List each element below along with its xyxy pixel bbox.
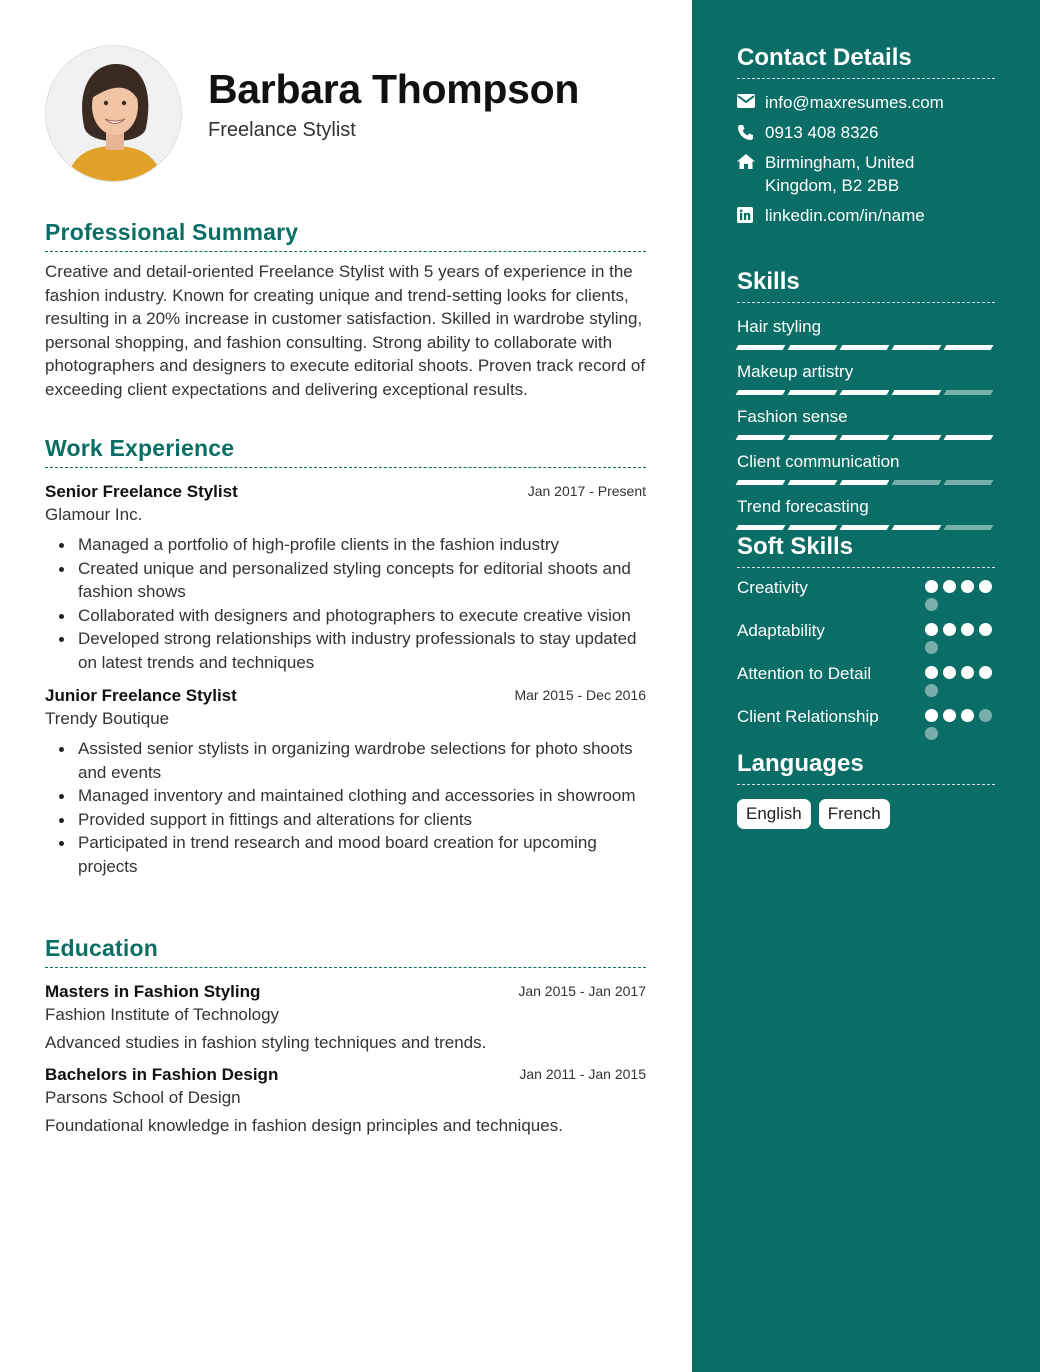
rating-dot bbox=[925, 641, 938, 654]
degree: Masters in Fashion Styling bbox=[45, 982, 261, 1001]
contact-linkedin[interactable] bbox=[737, 204, 995, 227]
job-bullet: Managed inventory and maintained clothing and accessories in showroom bbox=[45, 784, 646, 808]
education-date: Jan 2011 - Jan 2015 bbox=[519, 1066, 646, 1082]
rating-dot bbox=[979, 666, 992, 679]
skill-level-segment bbox=[944, 345, 994, 350]
rating-dot bbox=[979, 623, 992, 636]
skill-level-segment bbox=[944, 390, 994, 395]
rating-dot bbox=[943, 709, 956, 722]
rating-dot bbox=[925, 709, 938, 722]
job-bullet: Developed strong relationships with industry professionals to stay updated on latest trends and techniques bbox=[45, 627, 646, 674]
skill-level-segment bbox=[892, 525, 942, 530]
skill-level-segment bbox=[788, 525, 838, 530]
candidate-title: Freelance Stylist bbox=[208, 119, 356, 141]
soft-skill-rating bbox=[925, 662, 995, 697]
contact-linkedin-text: linkedin.com/in/name bbox=[765, 206, 925, 225]
summary-text: Creative and detail-oriented Freelance Stylist with 5 years of experience in the fashion industry. Known for creating unique and trend-setting looks for clients, resulting in a 20% increase in customer satisfaction. Skilled in wardrobe styling, personal shopping, and fashion consulting. Strong ability to collaborate with photographers and designers to execute editorial shoots. Proven track record of exceeding client expectations and delivering exceptional results. bbox=[45, 262, 646, 399]
skill-level-segment bbox=[736, 390, 786, 395]
soft-skill-row bbox=[737, 576, 995, 611]
rating-dot bbox=[943, 580, 956, 593]
rating-dot bbox=[925, 623, 938, 636]
job-company: Trendy Boutique bbox=[45, 709, 170, 728]
school: Fashion Institute of Technology bbox=[45, 1005, 280, 1024]
languages-section bbox=[737, 750, 995, 829]
rating-dot bbox=[925, 727, 938, 740]
contact-address bbox=[737, 151, 995, 197]
soft-skill-name: Creativity bbox=[737, 578, 808, 597]
job-entry bbox=[45, 686, 646, 878]
education-entry bbox=[45, 1065, 646, 1136]
rating-dot bbox=[925, 598, 938, 611]
soft-skills-heading: Soft Skills bbox=[737, 533, 995, 568]
skill-level-segment bbox=[840, 525, 890, 530]
soft-skill-row bbox=[737, 662, 995, 697]
rating-dot bbox=[979, 709, 992, 722]
soft-skill-name: Client Relationship bbox=[737, 707, 879, 726]
skill-level-segment bbox=[788, 390, 838, 395]
profile-photo bbox=[45, 45, 182, 182]
rating-dot bbox=[943, 666, 956, 679]
skill-level-segment bbox=[944, 435, 994, 440]
skill-level-segment bbox=[892, 345, 942, 350]
experience-section bbox=[45, 435, 646, 878]
skill-level-bar bbox=[737, 390, 995, 395]
linkedin-icon bbox=[737, 204, 765, 223]
skill-level-segment bbox=[788, 435, 838, 440]
skill-level-segment bbox=[892, 435, 942, 440]
skill-level-segment bbox=[788, 480, 838, 485]
education-section bbox=[45, 935, 646, 1136]
education-entry bbox=[45, 982, 646, 1053]
contact-phone[interactable] bbox=[737, 121, 995, 144]
languages-list bbox=[737, 799, 995, 829]
job-entry bbox=[45, 482, 646, 674]
job-date: Jan 2017 - Present bbox=[527, 483, 646, 499]
skill-level-segment bbox=[736, 525, 786, 530]
summary-heading: Professional Summary bbox=[45, 219, 646, 252]
soft-skill-row bbox=[737, 619, 995, 654]
skill-name: Makeup artistry bbox=[737, 362, 854, 381]
job-bullets bbox=[45, 533, 646, 674]
candidate-name: Barbara Thompson bbox=[208, 66, 580, 112]
skill-name: Client communication bbox=[737, 452, 900, 471]
soft-skill-rating bbox=[925, 619, 995, 654]
envelope-icon bbox=[737, 91, 765, 108]
soft-skill-row bbox=[737, 705, 995, 740]
skill-level-bar bbox=[737, 435, 995, 440]
home-icon bbox=[737, 151, 765, 169]
skill-name: Trend forecasting bbox=[737, 497, 869, 516]
rating-dot bbox=[925, 684, 938, 697]
languages-heading: Languages bbox=[737, 750, 995, 785]
rating-dot bbox=[943, 623, 956, 636]
skill-level-bar bbox=[737, 345, 995, 350]
job-company: Glamour Inc. bbox=[45, 505, 143, 524]
skill-name: Fashion sense bbox=[737, 407, 848, 426]
soft-skill-name: Adaptability bbox=[737, 621, 825, 640]
skill-level-segment bbox=[736, 435, 786, 440]
soft-skill-rating bbox=[925, 576, 995, 611]
skill-level-segment bbox=[788, 345, 838, 350]
job-date: Mar 2015 - Dec 2016 bbox=[514, 687, 646, 703]
summary-section bbox=[45, 219, 646, 401]
school: Parsons School of Design bbox=[45, 1088, 241, 1107]
rating-dot bbox=[961, 666, 974, 679]
contact-email[interactable] bbox=[737, 91, 995, 114]
contact-heading: Contact Details bbox=[737, 44, 995, 79]
language-chip: English bbox=[737, 799, 811, 829]
skill-level-segment bbox=[840, 345, 890, 350]
degree: Bachelors in Fashion Design bbox=[45, 1065, 279, 1084]
skills-heading: Skills bbox=[737, 268, 995, 303]
skill-level-segment bbox=[736, 345, 786, 350]
skill-level-segment bbox=[892, 390, 942, 395]
job-bullets bbox=[45, 737, 646, 878]
skills-list bbox=[737, 317, 995, 530]
education-description: Foundational knowledge in fashion design principles and techniques. bbox=[45, 1116, 563, 1135]
rating-dot bbox=[961, 580, 974, 593]
rating-dot bbox=[961, 623, 974, 636]
experience-heading: Work Experience bbox=[45, 435, 646, 468]
job-role: Junior Freelance Stylist bbox=[45, 686, 237, 705]
soft-skill-rating bbox=[925, 705, 995, 740]
rating-dot bbox=[961, 709, 974, 722]
rating-dot bbox=[979, 580, 992, 593]
skill-level-segment bbox=[736, 480, 786, 485]
soft-skills-section bbox=[737, 533, 995, 740]
contact-email-text: info@maxresumes.com bbox=[765, 93, 944, 112]
skill-level-segment bbox=[944, 480, 994, 485]
language-chip: French bbox=[819, 799, 890, 829]
contact-phone-text: 0913 408 8326 bbox=[765, 123, 879, 142]
job-role: Senior Freelance Stylist bbox=[45, 482, 238, 501]
skill-level-segment bbox=[840, 435, 890, 440]
skill-level-segment bbox=[840, 480, 890, 485]
skill-level-bar bbox=[737, 480, 995, 485]
education-date: Jan 2015 - Jan 2017 bbox=[518, 983, 646, 999]
soft-skill-name: Attention to Detail bbox=[737, 664, 872, 683]
rating-dot bbox=[925, 580, 938, 593]
education-description: Advanced studies in fashion styling techniques and trends. bbox=[45, 1033, 487, 1052]
job-bullet: Assisted senior stylists in organizing wardrobe selections for photo shoots and events bbox=[45, 737, 646, 784]
phone-icon bbox=[737, 121, 765, 141]
skill-level-segment bbox=[840, 390, 890, 395]
job-bullet: Participated in trend research and mood board creation for upcoming projects bbox=[45, 831, 646, 878]
soft-skills-list bbox=[737, 576, 995, 740]
skills-section bbox=[737, 268, 995, 530]
skill-level-bar bbox=[737, 525, 995, 530]
skill-level-segment bbox=[944, 525, 994, 530]
contact-address-text: Birmingham, United Kingdom, B2 2BB bbox=[765, 153, 915, 195]
contact-section bbox=[737, 44, 995, 227]
job-bullet: Created unique and personalized styling concepts for editorial shoots and fashion shows bbox=[45, 557, 646, 604]
skill-name: Hair styling bbox=[737, 317, 822, 336]
job-bullet: Managed a portfolio of high-profile clients in the fashion industry bbox=[45, 533, 646, 557]
education-heading: Education bbox=[45, 935, 646, 968]
job-bullet: Provided support in fittings and alterations for clients bbox=[45, 808, 646, 832]
skill-level-segment bbox=[892, 480, 942, 485]
sidebar bbox=[692, 0, 1040, 1372]
job-bullet: Collaborated with designers and photographers to execute creative vision bbox=[45, 604, 646, 628]
rating-dot bbox=[925, 666, 938, 679]
